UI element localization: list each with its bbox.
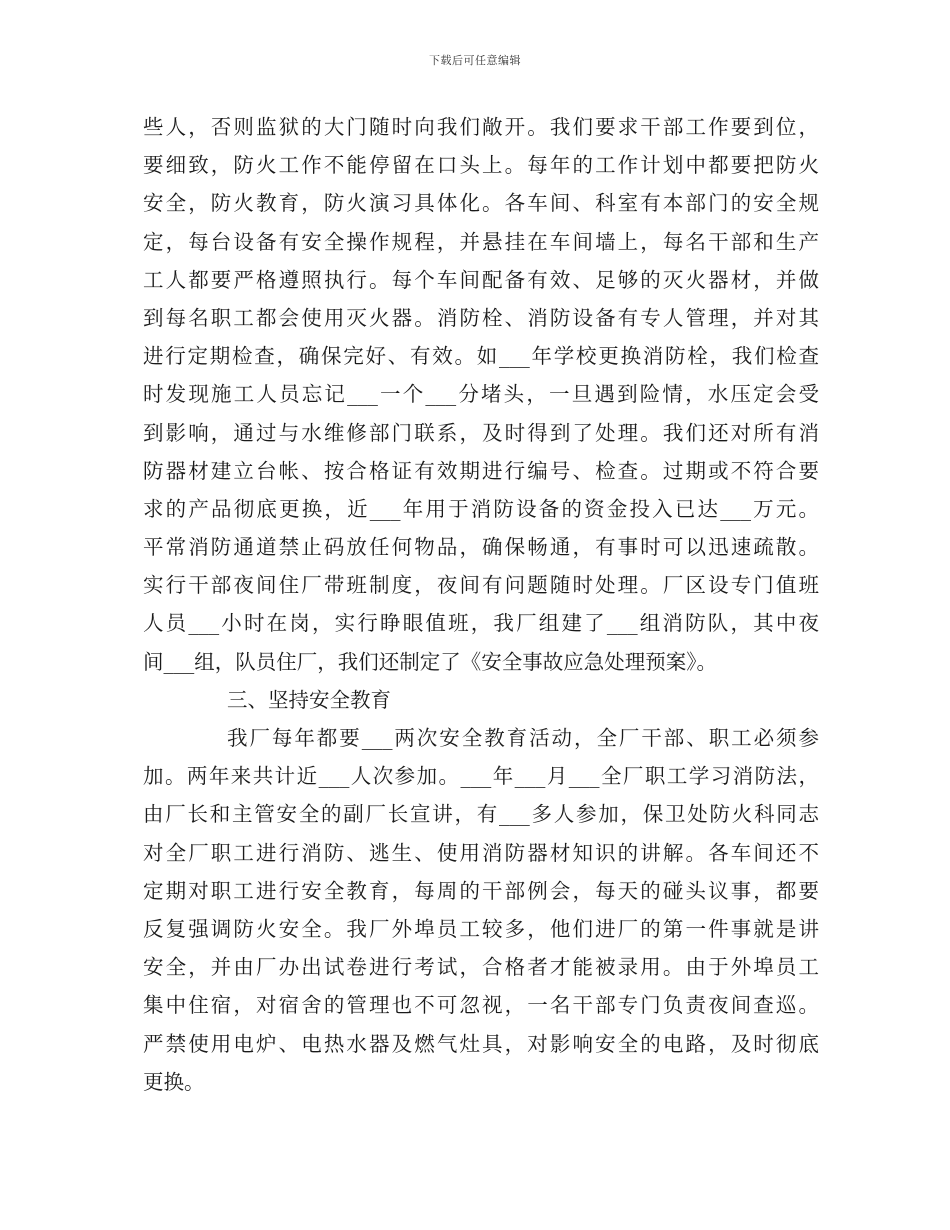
body-line: 工人都要严格遵照执行。每个车间配备有效、足够的灭火器材，并做	[143, 267, 819, 292]
body-line: 进行定期检查，确保完好、有效。如___年学校更换消防栓，我们检查	[143, 344, 819, 369]
body-line: 平常消防通道禁止码放任何物品，确保畅通，有事时可以迅速疏散。	[143, 535, 819, 560]
body-line: 到影响，通过与水维修部门联系，及时得到了处理。我们还对所有消	[143, 420, 819, 445]
body-line: 人员___小时在岗，实行睁眼值班，我厂组建了___组消防队，其中夜	[143, 611, 819, 636]
section-heading: 三、坚持安全教育	[227, 687, 391, 712]
body-line: 定，每台设备有安全操作规程，并悬挂在车间墙上，每名干部和生产	[143, 229, 819, 254]
body-line: 间___组，队员住厂，我们还制定了《安全事故应急处理预案》。	[143, 649, 717, 674]
body-line: 对全厂职工进行消防、逃生、使用消防器材知识的讲解。各车间还不	[143, 840, 819, 865]
body-line: 反复强调防火安全。我厂外埠员工较多，他们进厂的第一件事就是讲	[143, 916, 819, 941]
body-line: 些人，否则监狱的大门随时向我们敞开。我们要求干部工作要到位，	[143, 115, 819, 139]
document-body	[143, 108, 819, 1101]
body-line: 时发现施工人员忘记___一个___分堵头，一旦遇到险情，水压定会受	[143, 382, 819, 407]
body-line: 安全，并由厂办出试卷进行考试，合格者才能被录用。由于外埠员工	[143, 955, 819, 980]
body-line: 求的产品彻底更换，近___年用于消防设备的资金投入已达___万元。	[143, 496, 819, 521]
body-line: 实行干部夜间住厂带班制度，夜间有问题随时处理。厂区设专门值班	[143, 573, 819, 598]
body-line: 我厂每年都要___两次安全教育活动，全厂干部、职工必须参	[227, 726, 819, 750]
body-line: 加。两年来共计近___人次参加。___年___月___全厂职工学习消防法，	[143, 764, 819, 789]
body-line: 到每名职工都会使用灭火器。消防栓、消防设备有专人管理，并对其	[143, 305, 819, 330]
body-line: 定期对职工进行安全教育，每周的干部例会，每天的碰头议事，都要	[143, 878, 819, 903]
body-line: 要细致，防火工作不能停留在口头上。每年的工作计划中都要把防火	[143, 153, 819, 178]
body-line: 集中住宿，对宿舍的管理也不可忽视，一名干部专门负责夜间查巡。	[143, 993, 819, 1018]
body-line: 更换。	[143, 1069, 205, 1094]
body-line: 由厂长和主管安全的副厂长宣讲，有___多人参加，保卫处防火科同志	[143, 802, 819, 827]
body-line: 安全，防火教育，防火演习具体化。各车间、科室有本部门的安全规	[143, 191, 819, 216]
body-line: 严禁使用电炉、电热水器及燃气灶具，对影响安全的电路，及时彻底	[143, 1031, 819, 1056]
body-line: 防器材建立台帐、按合格证有效期进行编号、检查。过期或不符合要	[143, 458, 819, 483]
page-header: 下载后可任意编辑	[429, 54, 521, 67]
